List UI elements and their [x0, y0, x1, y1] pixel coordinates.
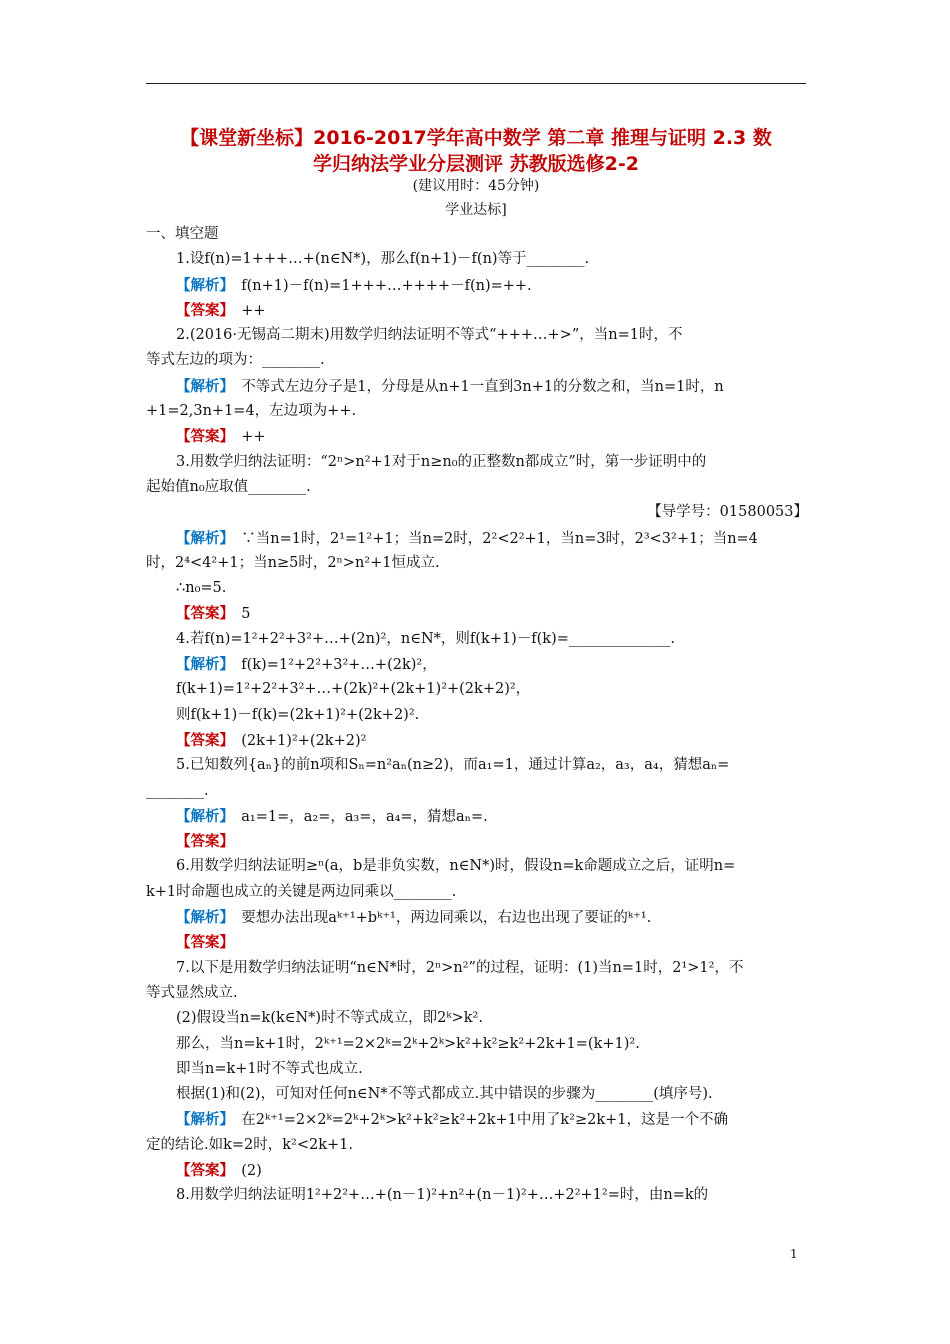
question-5-analysis — [146, 804, 808, 829]
question-7-analysis-cont: 定的结论.如k=2时，k²<2k+1. — [146, 1136, 354, 1153]
title-line-1: 【课堂新坐标】2016-2017学年高中数学 第二章 推理与证明 2.3 数 — [180, 127, 772, 149]
analysis-text: 不等式左边分子是1，分母是从n+1一直到3n+1的分数之和，当n=1时，n — [241, 378, 724, 395]
page-number: 1 — [790, 1247, 798, 1261]
question-3-analysis-cont: 时，2⁴<4²+1；当n≥5时，2ⁿ>n²+1恒成立. — [146, 554, 440, 571]
question-1-answer — [146, 298, 808, 323]
question-3-answer — [146, 601, 808, 626]
answer-label: 【答案】 — [176, 1161, 227, 1179]
question-7-step-2-derivation: 那么，当n=k+1时，2ᵏ⁺¹=2×2ᵏ=2ᵏ+2ᵏ>k²+k²≥k²+2k+1=(k+1)². — [176, 1035, 640, 1052]
question-5-answer — [146, 829, 808, 854]
question-6-answer — [146, 930, 808, 955]
answer-label: 【答案】 — [176, 605, 227, 623]
answer-text: (2) — [241, 1162, 262, 1179]
answer-text: (2k+1)²+(2k+2)² — [241, 732, 367, 749]
analysis-label: 【解析】 — [176, 909, 227, 927]
question-3-stem: 3.用数学归纳法证明：“2ⁿ>n²+1对于n≥n₀的正整数n都成立”时，第一步证明中的 — [176, 453, 707, 470]
question-6-stem: 6.用数学归纳法证明≥ⁿ(a，b是非负实数，n∈N*)时，假设n=k命题成立之后，证明n= — [176, 858, 736, 875]
answer-text: 5 — [241, 606, 251, 623]
question-2-analysis — [146, 374, 808, 399]
answer-label: 【答案】 — [176, 833, 234, 851]
question-7-step-2-conclusion: 即当n=k+1时不等式也成立. — [176, 1060, 363, 1077]
analysis-text: f(n+1)－f(n)=1+++…++++－f(n)=++. — [241, 277, 532, 294]
answer-text: ++ — [241, 429, 266, 446]
analysis-text: 在2ᵏ⁺¹=2×2ᵏ=2ᵏ+2ᵏ>k²+k²≥k²+2k+1中用了k²≥2k+1，这是一个不确 — [241, 1112, 729, 1129]
question-4-analysis — [146, 652, 808, 677]
question-7-question: 根据(1)和(2)，可知对任何n∈N*不等式都成立.其中错误的步骤为________(填序号). — [176, 1086, 713, 1103]
question-7-stem: 7.以下是用数学归纳法证明“n∈N*时，2ⁿ>n²”的过程，证明：(1)当n=1时，2¹>1²，不 — [176, 959, 744, 976]
question-1-analysis — [146, 273, 808, 298]
question-5-stem-cont: ________. — [146, 782, 209, 799]
suggested-time: (建议用时：45分钟) — [412, 178, 540, 194]
answer-label: 【答案】 — [176, 428, 227, 446]
question-6-analysis — [146, 905, 808, 930]
analysis-text: a₁=1=，a₂=，a₃=，a₄=，猜想aₙ=. — [241, 808, 488, 825]
question-6-stem-cont: k+1时命题也成立的关键是两边同乘以________. — [146, 883, 457, 900]
question-2-analysis-cont: +1=2,3n+1=4，左边项为++. — [146, 403, 357, 420]
question-4-stem: 4.若f(n)=1²+2²+3²+…+(2n)²，n∈N*，则f(k+1)－f(k)=______________. — [176, 630, 675, 647]
document-body — [146, 222, 808, 1209]
document-title — [146, 125, 806, 177]
analysis-label: 【解析】 — [176, 529, 227, 547]
answer-text: ++ — [241, 302, 266, 319]
analysis-label: 【解析】 — [176, 807, 227, 825]
analysis-text: 要想办法出现aᵏ⁺¹+bᵏ⁺¹，两边同乘以，右边也出现了要证的ᵏ⁺¹. — [241, 910, 652, 927]
question-5-stem: 5.已知数列{aₙ}的前n项和Sₙ=n²aₙ(n≥2)，而a₁=1，通过计算a₂，a₃，a₄，猜想aₙ= — [176, 757, 730, 774]
guide-number: 【导学号：01580053】 — [647, 504, 808, 521]
question-2-answer — [146, 424, 808, 449]
question-3-analysis-conclusion: ∴n₀=5. — [176, 580, 227, 597]
question-4-analysis-3: 则f(k+1)－f(k)=(2k+1)²+(2k+2)². — [176, 706, 420, 723]
question-7-stem-cont: 等式显然成立. — [146, 984, 238, 1001]
analysis-label: 【解析】 — [176, 276, 227, 294]
question-7-analysis — [146, 1107, 808, 1132]
header-rule — [146, 83, 806, 84]
question-3-analysis — [146, 526, 808, 551]
analysis-label: 【解析】 — [176, 1111, 227, 1129]
analysis-label: 【解析】 — [176, 377, 227, 395]
question-4-analysis-2: f(k+1)=1²+2²+3²+…+(2k)²+(2k+1)²+(2k+2)²， — [176, 681, 531, 698]
analysis-label: 【解析】 — [176, 656, 227, 674]
level-heading: 学业达标] — [445, 202, 507, 218]
question-1-stem: 1.设f(n)=1+++…+(n∈N*)，那么f(n+1)－f(n)等于________. — [176, 251, 590, 268]
question-7-step-2: (2)假设当n=k(k∈N*)时不等式成立，即2ᵏ>k². — [176, 1010, 483, 1027]
analysis-text: f(k)=1²+2²+3²+…+(2k)²， — [241, 657, 437, 674]
answer-label: 【答案】 — [176, 934, 234, 952]
question-2-stem: 2.(2016·无锡高二期末)用数学归纳法证明不等式“+++…+>”，当n=1时，不 — [176, 327, 683, 344]
answer-label: 【答案】 — [176, 731, 227, 749]
question-4-answer — [146, 728, 808, 753]
question-7-answer — [146, 1158, 808, 1183]
question-8-stem: 8.用数学归纳法证明1²+2²+…+(n－1)²+n²+(n－1)²+…+2²+1²=时，由n=k的 — [176, 1187, 709, 1204]
title-line-2: 学归纳法学业分层测评 苏教版选修2-2 — [313, 153, 639, 175]
question-3-stem-cont: 起始值n₀应取值________. — [146, 478, 311, 495]
section-heading: 一、填空题 — [146, 226, 219, 242]
analysis-text: ∵当n=1时，2¹=1²+1；当n=2时，2²<2²+1，当n=3时，2³<3²+1；当n=4 — [241, 530, 758, 547]
question-2-stem-cont: 等式左边的项为：________. — [146, 352, 325, 369]
answer-label: 【答案】 — [176, 301, 227, 319]
